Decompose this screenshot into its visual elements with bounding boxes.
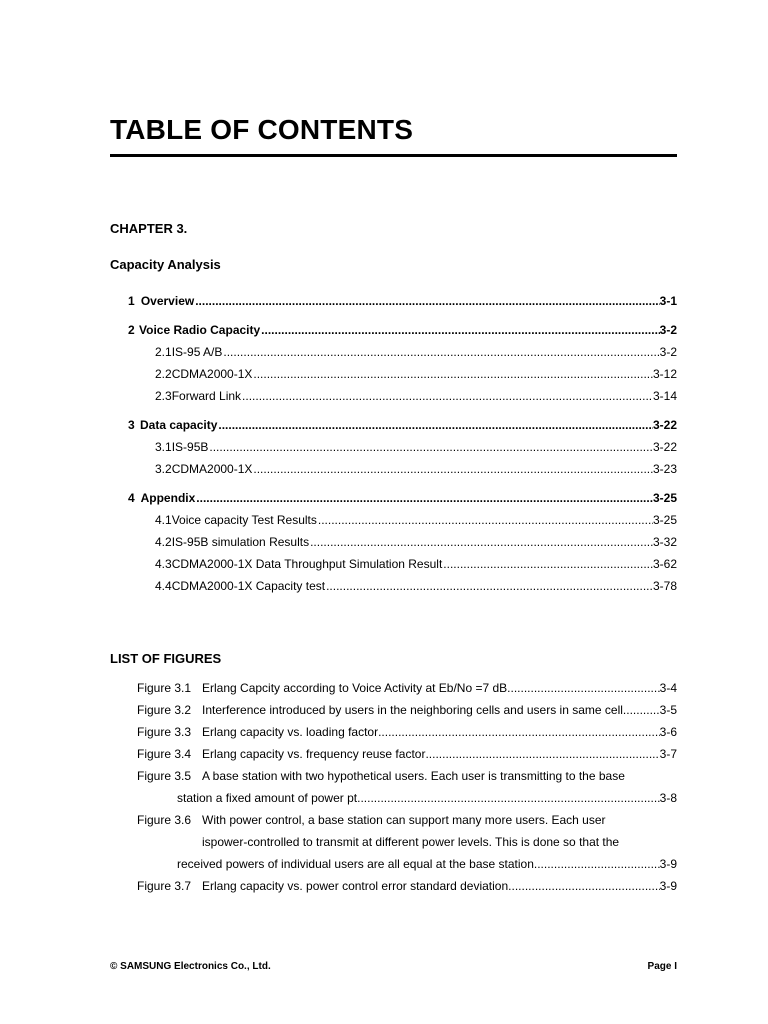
figure-entry[interactable] (137, 811, 677, 829)
figure-number: Figure 3.5 (137, 769, 192, 783)
toc-leader (326, 577, 653, 595)
title-rule (110, 154, 677, 157)
figure-leader (534, 855, 660, 873)
toc-leader (310, 533, 653, 551)
toc-entry[interactable] (110, 555, 677, 573)
toc-entry[interactable] (110, 321, 677, 339)
toc-leader (218, 416, 653, 434)
toc-entry[interactable] (110, 460, 677, 478)
toc-leader (318, 511, 653, 529)
toc-label: CDMA2000-1X (171, 462, 253, 476)
toc-number: 2.1 (155, 345, 172, 359)
footer-page-number: Page I (647, 961, 677, 972)
toc-number: 4.3 (155, 557, 172, 571)
toc-leader (242, 387, 653, 405)
chapter-title: Capacity Analysis (110, 257, 221, 272)
figure-number: Figure 3.7 (137, 879, 192, 893)
figure-label: Erlang capacity vs. frequency reuse factor (202, 747, 426, 761)
toc-page: 3-23 (652, 462, 677, 476)
figure-label-continued: ispower-controlled to transmit at different power levels. This is done so that the (202, 835, 620, 849)
toc-number: 1 (128, 294, 135, 308)
toc-page: 3-62 (652, 557, 677, 571)
toc-entry[interactable] (110, 416, 677, 434)
figure-number: Figure 3.3 (137, 725, 192, 739)
figure-page: 3-6 (659, 725, 677, 739)
figure-entry[interactable] (137, 723, 677, 741)
figure-leader (357, 789, 660, 807)
toc-entry[interactable] (110, 343, 677, 361)
figure-number: Figure 3.1 (137, 681, 192, 695)
figure-entry[interactable] (137, 877, 677, 895)
chapter-heading: CHAPTER 3. (110, 221, 188, 236)
toc-label: CDMA2000-1X Capacity test (171, 579, 326, 593)
list-of-figures-heading: LIST OF FIGURES (110, 651, 222, 666)
figure-label: Interference introduced by users in the neighboring cells and users in same cell (202, 703, 623, 717)
toc-number: 2.3 (155, 389, 172, 403)
figure-page: 3-5 (659, 703, 677, 717)
toc-entry[interactable] (110, 511, 677, 529)
toc-entry[interactable] (110, 365, 677, 383)
figure-page: 3-9 (659, 879, 677, 893)
figure-leader (378, 723, 660, 741)
toc-number: 3.1 (155, 440, 172, 454)
toc-leader (443, 555, 653, 573)
toc-number: 3 (128, 418, 135, 432)
figure-entry[interactable] (137, 745, 677, 763)
toc-number: 2 (128, 323, 135, 337)
toc-label: IS-95B simulation Results (171, 535, 310, 549)
figure-page: 3-8 (659, 791, 677, 805)
figure-label: A base station with two hypothetical users. Each user is transmitting to the base (202, 769, 625, 783)
toc-page: 3-78 (652, 579, 677, 593)
toc-page: 3-1 (659, 294, 677, 308)
figure-entry[interactable] (137, 701, 677, 719)
toc-page: 3-25 (652, 491, 677, 505)
figure-entry[interactable] (137, 679, 677, 697)
figure-number: Figure 3.6 (137, 813, 192, 827)
toc-label: CDMA2000-1X (171, 367, 253, 381)
figure-entry-continued[interactable] (177, 789, 677, 807)
toc-page: 3-12 (652, 367, 677, 381)
toc-entry[interactable] (110, 577, 677, 595)
toc-number: 4.4 (155, 579, 172, 593)
figure-label: Erlang Capcity according to Voice Activity at Eb/No =7 dB (202, 681, 508, 695)
toc-page: 3-22 (652, 418, 677, 432)
toc-page: 3-22 (652, 440, 677, 454)
toc-page: 3-2 (659, 345, 677, 359)
figure-leader (507, 679, 659, 697)
toc-leader (195, 292, 659, 310)
toc-leader (209, 438, 653, 456)
toc-label: Voice capacity Test Results (171, 513, 317, 527)
toc-page: 3-14 (652, 389, 677, 403)
toc-number: 2.2 (155, 367, 172, 381)
figure-number: Figure 3.2 (137, 703, 192, 717)
toc-number: 4.1 (155, 513, 172, 527)
toc-number: 4 (128, 491, 135, 505)
figure-label-continued: received powers of individual users are all equal at the base station (177, 857, 534, 871)
toc-page: 3-32 (652, 535, 677, 549)
toc-label: Data capacity (140, 418, 218, 432)
toc-leader (223, 343, 659, 361)
toc-leader (261, 321, 659, 339)
figure-leader (425, 745, 659, 763)
figure-page: 3-7 (659, 747, 677, 761)
toc-entry[interactable] (110, 387, 677, 405)
toc-label: Appendix (140, 491, 196, 505)
toc-label: CDMA2000-1X Data Throughput Simulation Result (171, 557, 443, 571)
toc-label: Forward Link (171, 389, 242, 403)
figure-label: With power control, a base station can support many more users. Each user (202, 813, 606, 827)
toc-number: 4.2 (155, 535, 172, 549)
figure-label: Erlang capacity vs. power control error standard deviation (202, 879, 509, 893)
figure-number: Figure 3.4 (137, 747, 192, 761)
page-title: TABLE OF CONTENTS (110, 114, 414, 145)
toc-entry[interactable] (110, 292, 677, 310)
toc-entry[interactable] (110, 533, 677, 551)
figure-page: 3-9 (659, 857, 677, 871)
toc-number: 3.2 (155, 462, 172, 476)
toc-leader (196, 489, 653, 507)
figure-entry[interactable] (137, 767, 677, 785)
toc-page: 3-2 (659, 323, 677, 337)
toc-leader (253, 460, 653, 478)
footer-copyright: © SAMSUNG Electronics Co., Ltd. (110, 961, 271, 972)
toc-label: Voice Radio Capacity (139, 323, 261, 337)
toc-leader (253, 365, 653, 383)
toc-entry[interactable] (110, 438, 677, 456)
toc-label: IS-95 A/B (171, 345, 223, 359)
toc-entry[interactable] (110, 489, 677, 507)
figure-label-continued: station a fixed amount of power pt (177, 791, 358, 805)
figure-leader (623, 701, 660, 719)
figure-entry-continued[interactable] (177, 855, 677, 873)
toc-page: 3-25 (652, 513, 677, 527)
figure-leader (508, 877, 660, 895)
toc-label: Overview (140, 294, 195, 308)
toc-label: IS-95B (171, 440, 209, 454)
figure-page: 3-4 (659, 681, 677, 695)
figure-label: Erlang capacity vs. loading factor (202, 725, 379, 739)
